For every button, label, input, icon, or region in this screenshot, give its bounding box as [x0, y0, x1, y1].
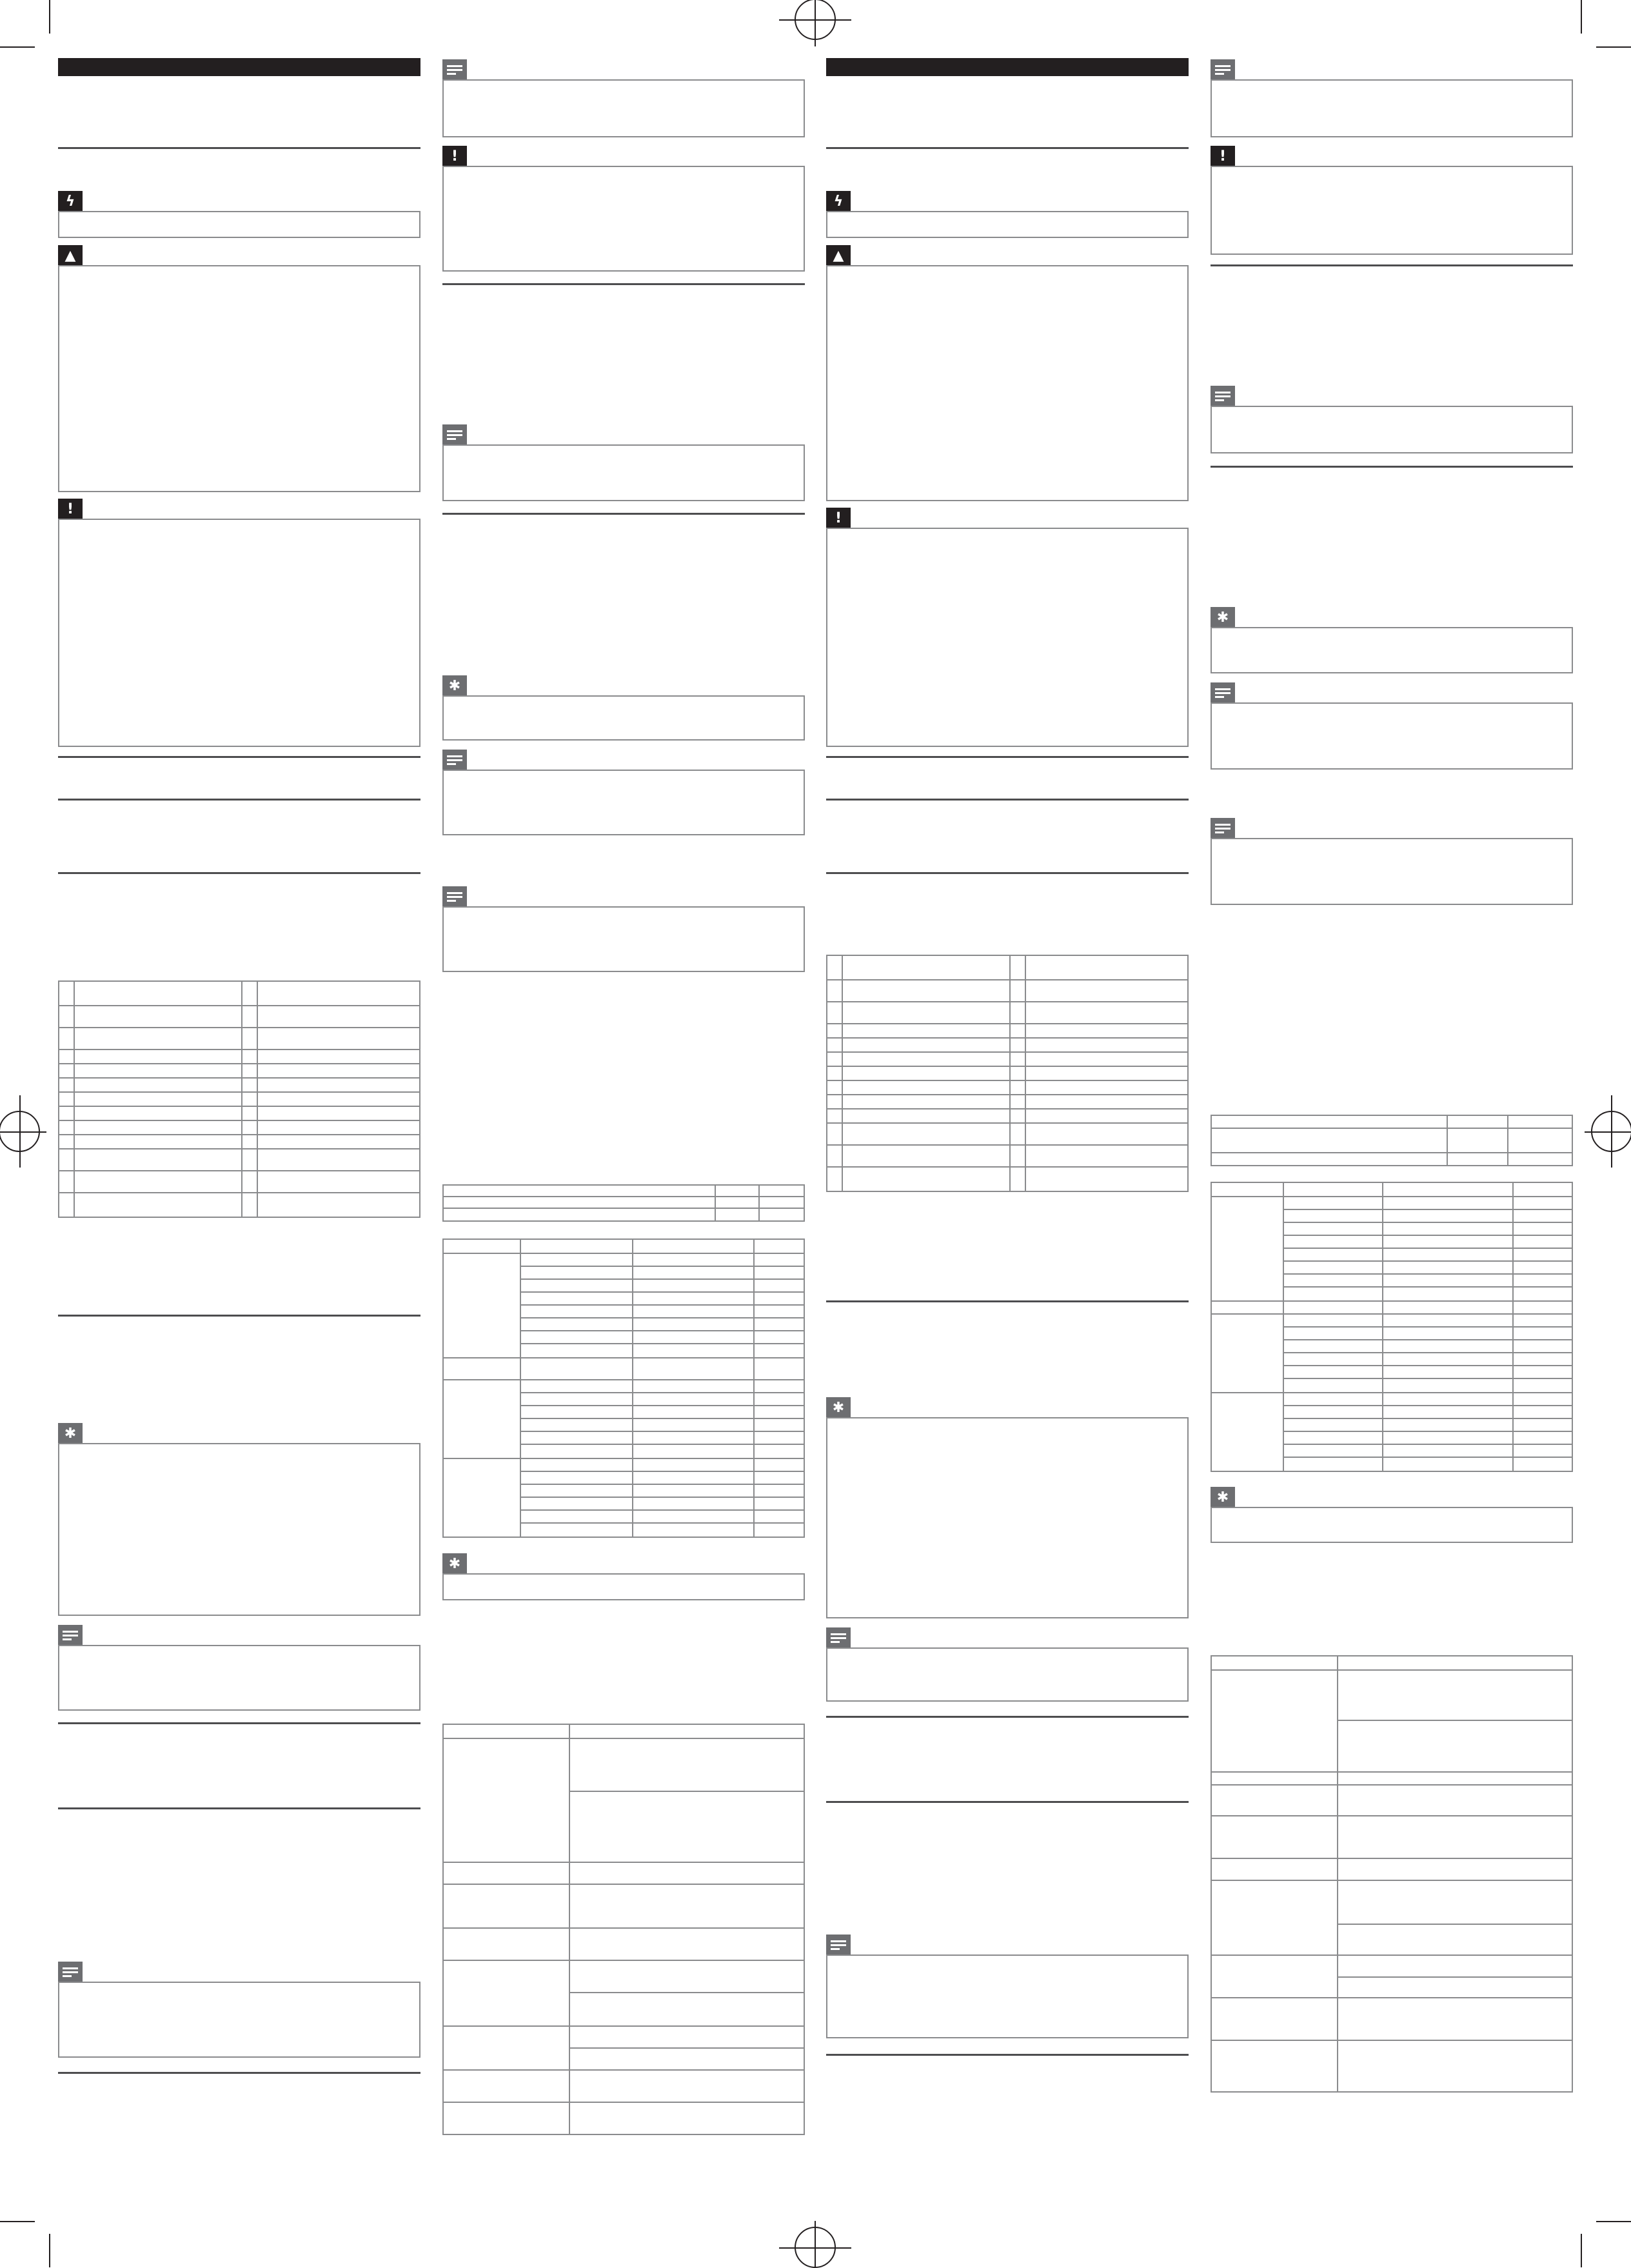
section-rule: [58, 756, 420, 758]
section-rule: [58, 147, 420, 149]
section-title-bar: [826, 58, 1189, 76]
warning-triangle-icon: ▲: [826, 245, 851, 266]
note-lines-icon: [58, 1962, 83, 1982]
note-lines-icon: [1211, 386, 1235, 406]
note-lines-icon: [826, 1627, 851, 1648]
section-rule: [826, 1300, 1189, 1302]
section-rule: [58, 1807, 420, 1809]
note-box: [442, 79, 805, 137]
tip-box: [826, 1417, 1189, 1618]
warning-electric-box: [826, 211, 1189, 238]
lightning-icon: ϟ: [58, 191, 83, 212]
tip-box: [58, 1443, 420, 1616]
caution-box: [826, 528, 1189, 747]
settings-table: [442, 1238, 805, 1538]
caution-box: [1211, 166, 1573, 255]
note-box: [826, 1955, 1189, 2038]
note-lines-icon: [442, 886, 467, 907]
warning-electric-box: [58, 211, 420, 238]
note-lines-icon: [1211, 818, 1235, 839]
section-rule: [58, 1315, 420, 1317]
note-box: [442, 444, 805, 501]
note-lines-icon: [826, 1935, 851, 1955]
section-rule: [442, 283, 805, 285]
note-box: [58, 1645, 420, 1711]
note-lines-icon: [1211, 59, 1235, 80]
asterisk-tip-icon: ✱: [826, 1397, 851, 1418]
section-rule: [826, 756, 1189, 758]
note-box: [1211, 702, 1573, 770]
section-rule: [442, 513, 805, 515]
section-rule: [826, 1716, 1189, 1718]
note-lines-icon: [1211, 682, 1235, 703]
note-lines-icon: [442, 59, 467, 80]
asterisk-tip-icon: ✱: [442, 675, 467, 696]
note-lines-icon: [442, 424, 467, 445]
asterisk-tip-icon: ✱: [1211, 607, 1235, 628]
asterisk-tip-icon: ✱: [1211, 1487, 1235, 1507]
troubleshooting-table: [442, 1724, 805, 2135]
note-box: [1211, 79, 1573, 137]
section-rule: [1211, 264, 1573, 266]
small-spec-table: [442, 1184, 805, 1222]
section-rule: [826, 2054, 1189, 2056]
note-box: [826, 1647, 1189, 1702]
section-rule: [826, 799, 1189, 801]
note-box: [1211, 838, 1573, 905]
tip-box: [442, 695, 805, 741]
exclamation-icon: !: [442, 146, 467, 166]
section-rule: [58, 872, 420, 874]
caution-box: [442, 166, 805, 272]
note-lines-icon: [442, 750, 467, 770]
tip-box: [442, 1573, 805, 1600]
exclamation-icon: !: [58, 499, 83, 519]
note-box: [442, 906, 805, 972]
troubleshooting-table: [1211, 1655, 1573, 2093]
warning-box: [826, 265, 1189, 501]
section-rule: [58, 799, 420, 801]
caution-box: [58, 519, 420, 747]
note-lines-icon: [58, 1625, 83, 1646]
section-rule: [826, 147, 1189, 149]
parts-table: [58, 980, 420, 1218]
small-spec-table: [1211, 1115, 1573, 1166]
note-box: [58, 1982, 420, 2058]
tip-box: [1211, 1507, 1573, 1543]
section-rule: [826, 1801, 1189, 1803]
section-title-bar: [58, 58, 420, 76]
section-rule: [826, 872, 1189, 874]
asterisk-tip-icon: ✱: [58, 1423, 83, 1444]
asterisk-tip-icon: ✱: [442, 1553, 467, 1574]
note-box: [1211, 406, 1573, 453]
exclamation-icon: !: [826, 508, 851, 528]
tip-box: [1211, 627, 1573, 673]
warning-triangle-icon: ▲: [58, 245, 83, 266]
exclamation-icon: !: [1211, 146, 1235, 166]
settings-table: [1211, 1182, 1573, 1472]
note-box: [442, 770, 805, 835]
section-rule: [1211, 466, 1573, 468]
lightning-icon: ϟ: [826, 191, 851, 212]
section-rule: [58, 1722, 420, 1724]
warning-box: [58, 265, 420, 492]
section-rule: [58, 2072, 420, 2074]
parts-table: [826, 955, 1189, 1192]
